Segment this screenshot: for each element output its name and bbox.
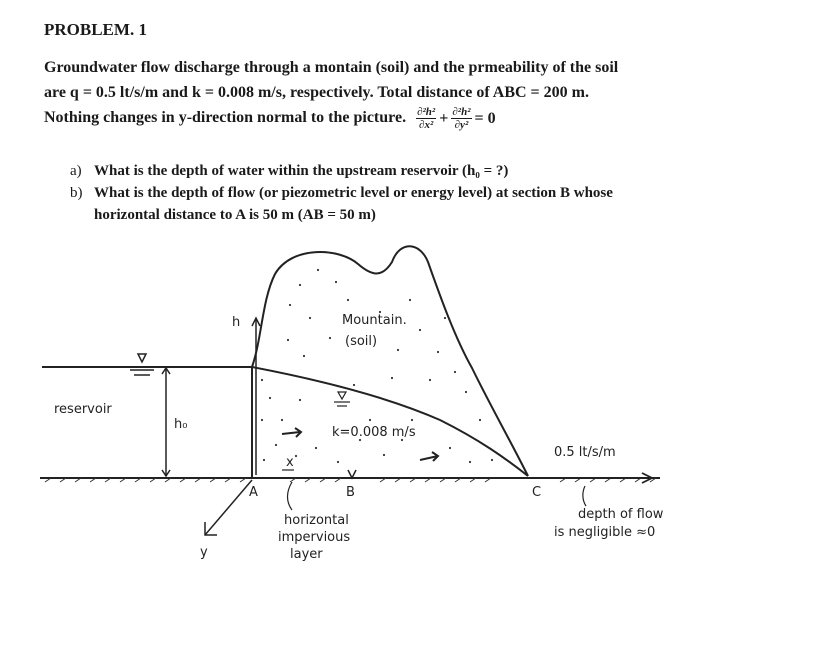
soil-label: (soil) xyxy=(345,334,378,349)
water-level-triangle-icon xyxy=(138,354,146,362)
h0-label: h₀ xyxy=(174,417,188,432)
mountain-outline xyxy=(252,246,528,476)
y-axis-label: y xyxy=(200,545,208,560)
statement-line-1: Groundwater flow discharge through a montain (soil) and the prmeability of the soil xyxy=(44,59,619,76)
discharge-label: 0.5 lt/s/m xyxy=(554,445,616,460)
point-b-label: B xyxy=(346,485,355,500)
statement-line-3-text: Nothing changes in y-direction normal to the picture. xyxy=(44,109,407,126)
permeability-label: k=0.008 m/s xyxy=(332,425,416,440)
y-axis-line xyxy=(205,480,252,535)
point-c-label: C xyxy=(532,485,542,500)
x-axis-label: x xyxy=(286,455,294,470)
equation-plus: + xyxy=(439,109,449,127)
fraction-x-numerator: ∂²h² xyxy=(417,105,436,118)
equation-rhs: = 0 xyxy=(474,109,496,127)
question-b-text: What is the depth of flow (or piezometric level or energy level) at section B whose xyxy=(94,185,613,201)
statement-line-2: are q = 0.5 lt/s/m and k = 0.008 m/s, respectively. Total distance of ABC = 200 m. xyxy=(44,84,589,101)
reservoir-label: reservoir xyxy=(54,402,112,417)
impervious-label-line-2: impervious xyxy=(278,530,351,545)
question-b-continuation: horizontal distance to A is 50 m (AB = 50 m) xyxy=(94,207,376,223)
question-a-label: a) xyxy=(70,163,82,179)
depth-note-leader-icon xyxy=(583,486,586,506)
fraction-y-numerator: ∂²h² xyxy=(452,105,471,118)
depth-note-line-2: is negligible ≈0 xyxy=(554,525,656,540)
point-a-label: A xyxy=(249,485,258,500)
phreatic-water-triangle-icon xyxy=(338,392,346,399)
impervious-label-line-1: horizontal xyxy=(284,513,349,528)
flow-arrow-1-line xyxy=(282,432,300,434)
impervious-label-line-3: layer xyxy=(290,547,323,562)
problem-title: PROBLEM. 1 xyxy=(44,20,147,39)
mountain-label: Mountain. xyxy=(342,313,407,328)
fraction-y-denominator: ∂y² xyxy=(454,118,469,131)
fraction-x-denominator: ∂x² xyxy=(419,118,434,131)
depth-note-line-1: depth of flow xyxy=(578,507,664,522)
question-b-label: b) xyxy=(70,185,83,201)
section-b-marker-icon xyxy=(348,470,356,478)
impervious-leader-icon xyxy=(288,482,293,510)
question-a-text: What is the depth of water within the upstream reservoir (h₀ = ?) xyxy=(94,163,509,179)
h-axis-label: h xyxy=(232,315,241,330)
